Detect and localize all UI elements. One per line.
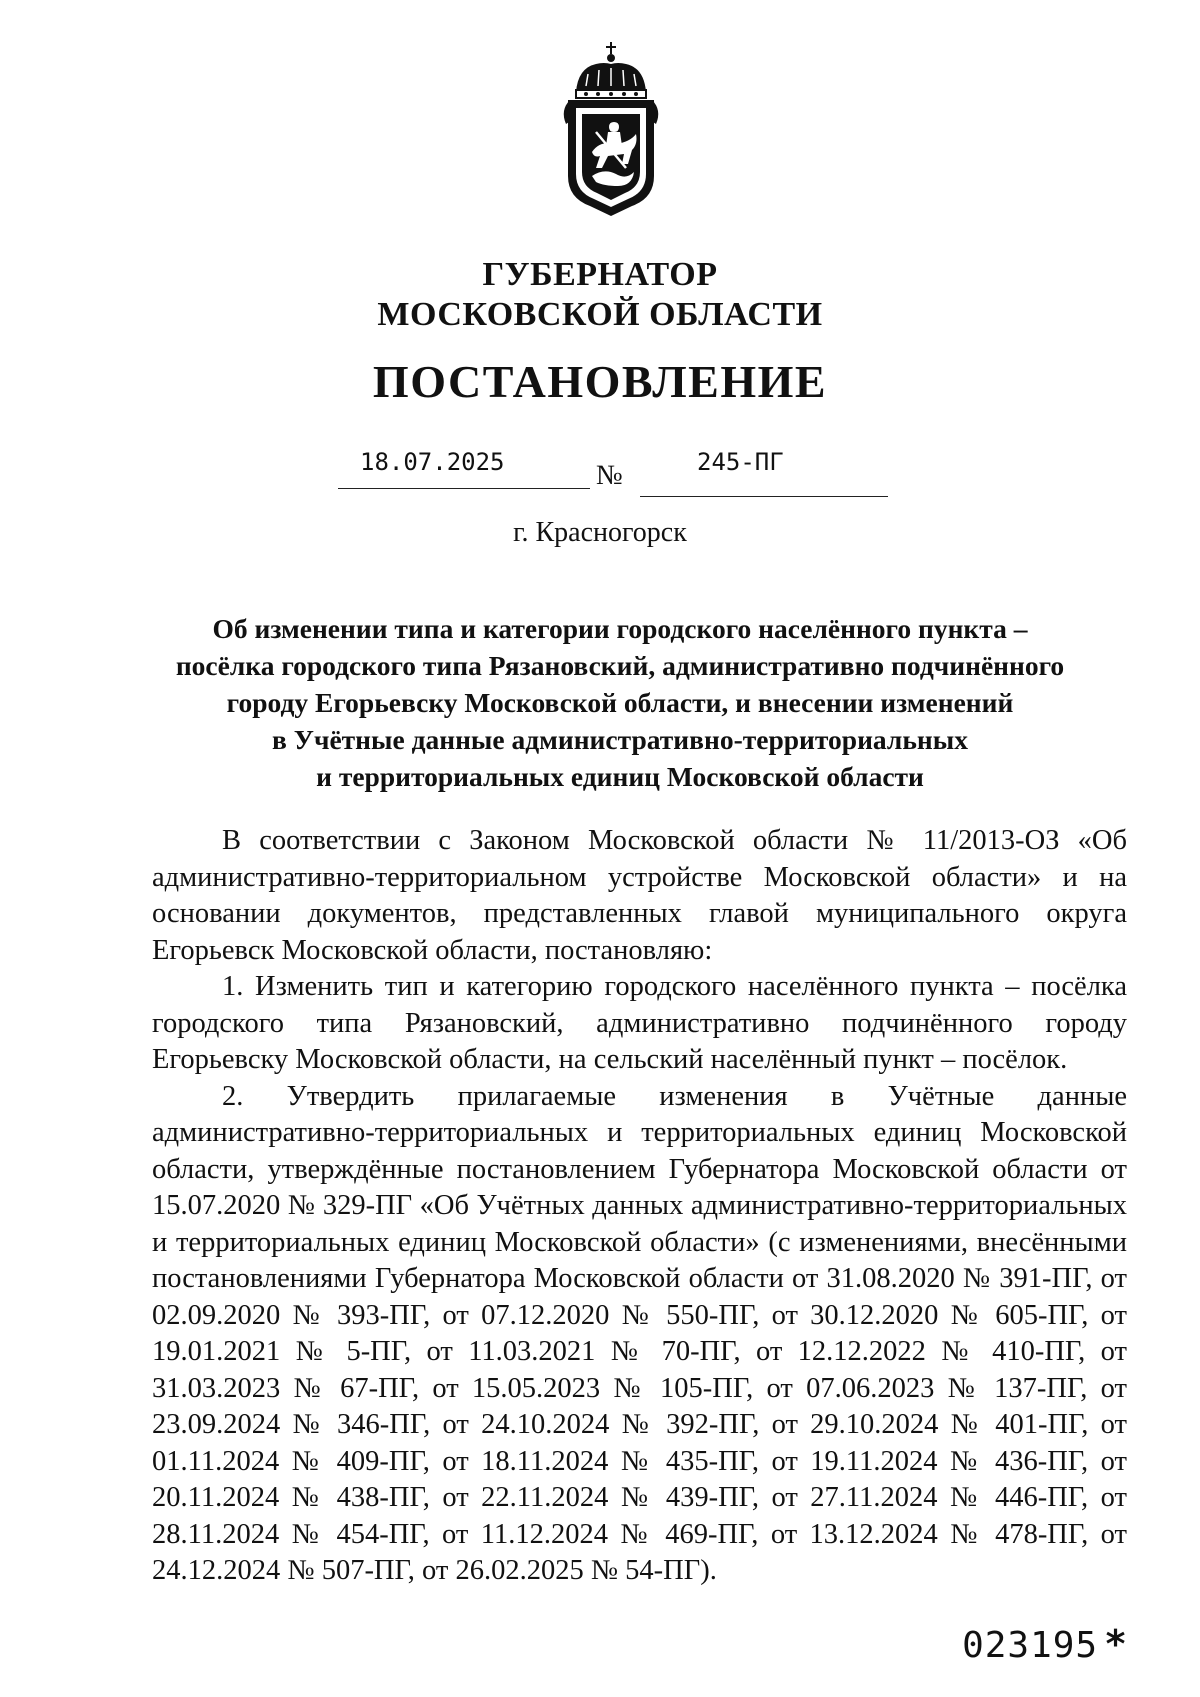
serial-number	[962, 1622, 1128, 1666]
title-line: посёлка городского типа Рязановский, административно подчинённого	[175, 650, 1065, 681]
number-underline	[640, 496, 888, 497]
title-line: в Учётные данные административно-территориальных	[272, 724, 968, 755]
title-line: городу Егорьевску Московской области, и внесении изменений	[226, 687, 1014, 718]
authority-title-line1: ГУБЕРНАТОР	[482, 256, 718, 293]
title-line: Об изменении типа и категории городского населённого пункта –	[212, 613, 1028, 644]
document-body	[152, 823, 1127, 1590]
document-title	[170, 610, 1070, 795]
coat-of-arms-icon	[556, 40, 666, 220]
clause-1-paragraph: 1. Изменить тип и категорию городского населённого пункта – посёлка городского типа Рязановский, административно подчинённого городу Егорьевску Московской области, на сельский населённый пункт – посёлок.	[152, 971, 1127, 1075]
document-number: 245-ПГ	[697, 448, 784, 476]
city: г. Красногорск	[513, 517, 687, 548]
document-date: 18.07.2025	[360, 448, 505, 476]
number-sign: №	[596, 460, 623, 491]
preamble-paragraph: В соответствии с Законом Московской области № 11/2013-ОЗ «Об административно-территориальном устройстве Московской области» и на основании документов, представленных главой муниципального округа Егорьевск Московской области, постановляю:	[152, 825, 1127, 966]
clause-2-paragraph: 2. Утвердить прилагаемые изменения в Учётные данные административно-территориальных и территориальных единиц Московской области, утверждённые постановлением Губернатора Московской области от 15.07.2020 № 329-ПГ «Об Учётных данных административно-территориальных и территориальных единиц Московской области» (с изменениями, внесёнными постановлениями Губернатора Московской области от 31.08.2020 № 391-ПГ, от 02.09.2020 № 393-ПГ, от 07.12.2020 № 550-ПГ, от 30.12.2020 № 605-ПГ, от 19.01.2021 № 5-ПГ, от 11.03.2021 № 70-ПГ, от 12.12.2022 № 410-ПГ, от 31.03.2023 № 67-ПГ, от 15.05.2023 № 105-ПГ, от 07.06.2023 № 137-ПГ, от 23.09.2024 № 346-ПГ, от 24.10.2024 № 392-ПГ, от 29.10.2024 № 401-ПГ, от 01.11.2024 № 409-ПГ, от 18.11.2024 № 435-ПГ, от 19.11.2024 № 436-ПГ, от 20.11.2024 № 438-ПГ, от 22.11.2024 № 439-ПГ, от 27.11.2024 № 446-ПГ, от 28.11.2024 № 454-ПГ, от 11.12.2024 № 469-ПГ, от 13.12.2024 № 478-ПГ, от 24.12.2024 № 507-ПГ, от 26.02.2025 № 54-ПГ).	[152, 1080, 1127, 1586]
document-type: ПОСТАНОВЛЕНИЕ	[372, 356, 828, 407]
date-underline	[338, 488, 590, 489]
serial-digits: 023195	[962, 1625, 1099, 1666]
serial-mark: *	[1104, 1622, 1128, 1666]
authority-title-line2: МОСКОВСКОЙ ОБЛАСТИ	[377, 296, 823, 333]
title-line: и территориальных единиц Московской области	[316, 761, 924, 792]
